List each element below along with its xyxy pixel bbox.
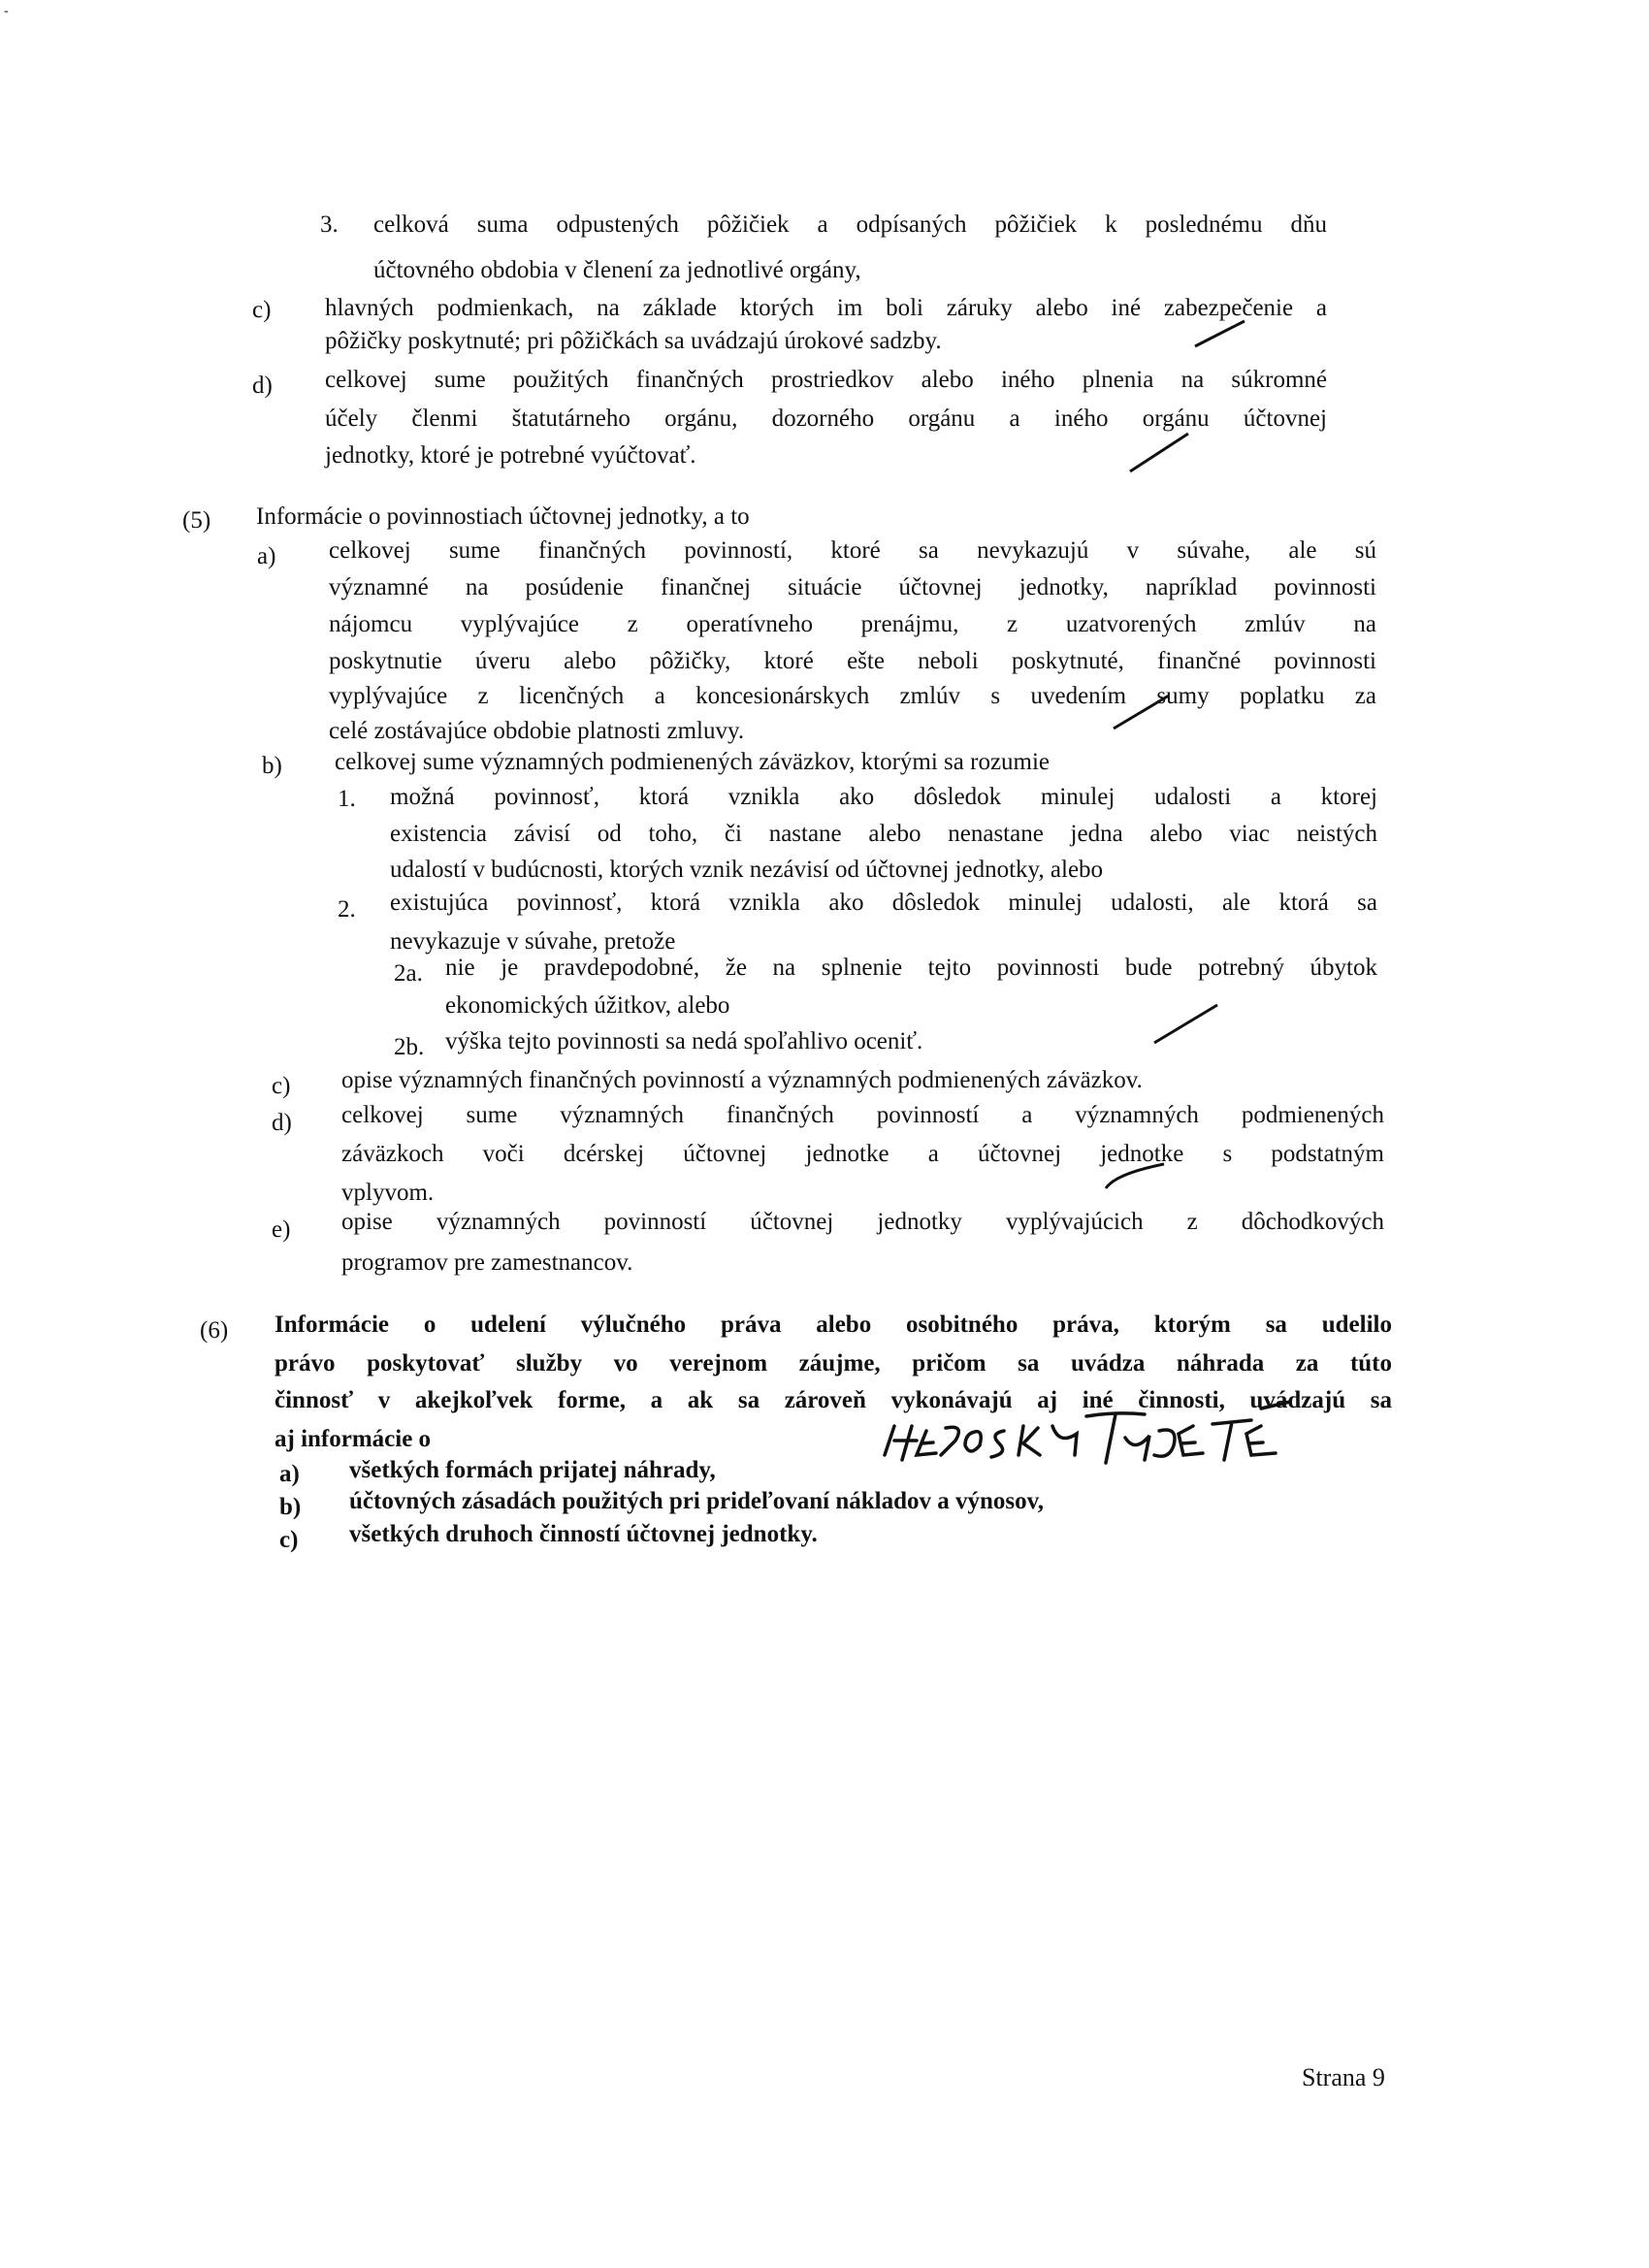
check-mark-icon [1195, 321, 1245, 346]
item-5b2-label: 2. [338, 896, 356, 923]
item-5b2a-label: 2a. [394, 960, 423, 987]
item-d-line: jednotky, ktoré je potrebné vyúčtovať. [325, 442, 696, 469]
item-5b1-line: možná povinnosť, ktorá vznikla ako dôsledok minulej udalosti a ktorej [390, 784, 1377, 810]
item-c-line: hlavných podmienkach, na základe ktorých im boli záruky alebo iné zabezpečenie a [325, 295, 1327, 321]
item-d-line: účely členmi štatutárneho orgánu, dozorného orgánu a iného orgánu účtovnej [325, 405, 1327, 432]
item-6b-label: b) [279, 1494, 302, 1520]
section-6-line: aj informácie o [275, 1426, 432, 1452]
section-6-line: právo poskytovať služby vo verejnom záujme, pričom sa uvádza náhrada za túto [275, 1350, 1392, 1377]
check-mark-icon [1114, 696, 1169, 729]
item-d-line: celkovej sume použitých finančných prostriedkov alebo iného plnenia na súkromné [325, 367, 1327, 393]
item-3-line: účtovného obdobia v členení za jednotlivé orgány, [373, 257, 861, 283]
item-c-label: c) [252, 297, 272, 323]
check-mark-icon [1130, 434, 1188, 471]
item-5b1-line: udalostí v budúcnosti, ktorých vznik nezávisí od účtovnej jednotky, alebo [390, 857, 1104, 883]
item-5a-line: celé zostávajúce obdobie platnosti zmluvy. [329, 718, 745, 744]
item-d-label: d) [252, 373, 273, 399]
item-6a-text: všetkých formách prijatej náhrady, [349, 1457, 716, 1483]
item-5b2b-text: výška tejto povinnosti sa nedá spoľahlivo oceniť. [445, 1028, 923, 1054]
item-5b2b-label: 2b. [394, 1034, 425, 1060]
section-6-line: činnosť v akejkoľvek forme, a ak sa zároveň vykonávajú aj iné činnosti, uvádzajú sa [275, 1387, 1392, 1413]
item-3-label: 3. [320, 211, 339, 238]
item-5b2a-line: nie je pravdepodobné, že na splnenie tejto povinnosti bude potrebný úbytok [445, 955, 1377, 981]
item-5c-label: c) [272, 1073, 291, 1099]
item-5a-line: poskytnutie úveru alebo pôžičky, ktoré ešte neboli poskytnuté, finančné povinnosti [329, 648, 1376, 674]
check-mark-icon [1106, 1164, 1164, 1188]
item-5b2-line: nevykazuje v súvahe, pretože [390, 928, 676, 955]
item-6b-text: účtovných zásadách použitých pri prideľovaní nákladov a výnosov, [349, 1488, 1045, 1514]
item-6c-label: c) [279, 1527, 299, 1553]
item-5e-label: e) [272, 1216, 291, 1243]
item-5b-label: b) [262, 753, 282, 779]
page-number: Strana 9 [1302, 2063, 1385, 2091]
section-5-label: (5) [182, 507, 211, 534]
item-5d-line: záväzkoch voči dcérskej účtovnej jednotke a účtovnej jednotke s podstatným [341, 1141, 1384, 1167]
item-3-line: celková suma odpustených pôžičiek a odpísaných pôžičiek k poslednému dňu [373, 211, 1327, 238]
section-5-heading: Informácie o povinnostiach účtovnej jednotky, a to [256, 503, 750, 530]
item-5a-line: vyplývajúce z licenčných a koncesionárskych zmlúv s uvedením sumy poplatku za [329, 683, 1376, 709]
item-c-line: pôžičky poskytnuté; pri pôžičkách sa uvádzajú úrokové sadzby. [325, 328, 942, 354]
item-5a-label: a) [257, 543, 276, 569]
item-5b2-line: existujúca povinnosť, ktorá vznikla ako dôsledok minulej udalosti, ale ktorá sa [390, 890, 1377, 916]
item-5e-line: opise významných povinností účtovnej jednotky vyplývajúcich z dôchodkových [341, 1209, 1384, 1235]
item-6c-text: všetkých druhoch činností účtovnej jednotky. [349, 1521, 818, 1547]
item-5a-line: významné na posúdenie finančnej situácie účtovnej jednotky, napríklad povinnosti [329, 574, 1376, 600]
item-5b1-label: 1. [338, 786, 356, 812]
check-mark-icon [1154, 1005, 1217, 1043]
handwritten-note-nieposkytujeme [885, 1402, 1290, 1463]
section-6-line: Informácie o udelení výlučného práva alebo osobitného práva, ktorým sa udelilo [275, 1312, 1392, 1338]
item-5c-text: opise významných finančných povinností a významných podmienených záväzkov. [341, 1067, 1143, 1093]
item-6a-label: a) [279, 1461, 300, 1487]
corner-mark: - [4, 4, 9, 18]
item-5a-line: celkovej sume finančných povinností, ktoré sa nevykazujú v súvahe, ale sú [329, 537, 1376, 564]
item-5b-text: celkovej sume významných podmienených záväzkov, ktorými sa rozumie [335, 749, 1051, 775]
item-5b1-line: existencia závisí od toho, či nastane alebo nenastane jedna alebo viac neistých [390, 821, 1377, 847]
item-5e-line: programov pre zamestnancov. [341, 1249, 633, 1276]
item-5b2a-line: ekonomických úžitkov, alebo [445, 992, 730, 1019]
item-5a-line: nájomcu vyplývajúce z operatívneho prenájmu, z uzatvorených zmlúv na [329, 611, 1376, 637]
section-6-label: (6) [200, 1317, 229, 1344]
item-5d-label: d) [272, 1110, 292, 1136]
item-5d-line: celkovej sume významných finančných povinností a významných podmienených [341, 1102, 1384, 1128]
item-5d-line: vplyvom. [341, 1180, 435, 1206]
